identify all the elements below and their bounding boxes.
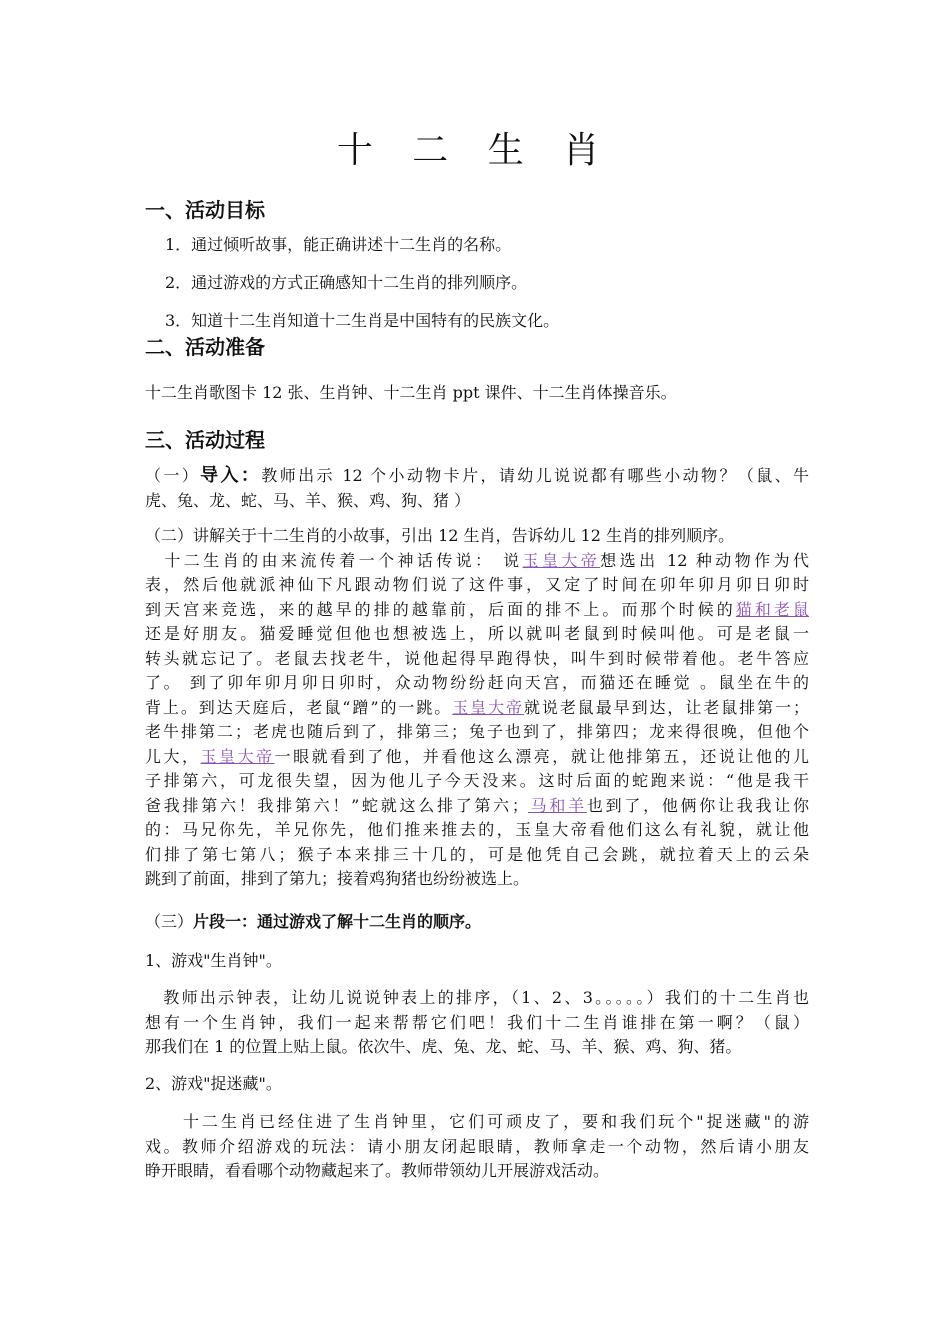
game2-paragraph (145, 1110, 809, 1184)
link-jade-emperor-2[interactable]: 玉皇大帝 (452, 697, 524, 717)
part1-bold-label: 导入： (200, 465, 262, 486)
part1-line-2: 虎、兔、龙、蛇、马、羊、猴、鸡、狗、猪 ） (145, 490, 471, 510)
game1-line-2: 想有一个生肖钟，我们一起来帮帮它们吧！我们十二生肖谁排在第一啊？（鼠） (145, 1012, 809, 1032)
goal-item-3: 3．知道十二生肖知道十二生肖是中国特有的民族文化。 (165, 311, 560, 330)
preparation-text: 十二生肖歌图卡 12 张、生肖钟、十二生肖 ppt 课件、十二生肖体操音乐。 (145, 383, 677, 402)
story-line-10: 子排第六，可龙很失望，因为他儿子今天没来。这时后面的蛇跑来说：“他是我干 (145, 771, 809, 790)
story-line-2: 表，然后他就派神仙下凡跟动物们说了这件事，又定了时间在卯年卯月卯日卯时 (145, 575, 809, 594)
story-line-1: 十二生肖的由来流传着一个神话传说： 说玉皇大帝想选出 12 种动物作为代 (145, 550, 809, 570)
game1-title: 1、游戏"生肖钟"。 (145, 951, 282, 970)
section3-heading: 三、活动过程 (145, 428, 265, 452)
link-horse-and-goat[interactable]: 马和羊 (527, 795, 587, 815)
link-jade-emperor-1[interactable]: 玉皇大帝 (522, 550, 601, 570)
part2-intro: （二）讲解关于十二生肖的小故事，引出 12 生肖，告诉幼儿 12 生肖的排列顺序。 (145, 526, 735, 545)
link-jade-emperor-3[interactable]: 玉皇大帝 (200, 746, 275, 766)
story-line-13: 们排了第七第八；猴子本来排三十几的，可是他凭自己会跳，就拉着天上的云朵 (145, 844, 809, 864)
story-line-9: 儿大，玉皇大帝一眼就看到了他，并看他这么漂亮，就让他排第五，还说让他的儿 (145, 746, 809, 766)
game2-line-2: 戏。教师介绍游戏的玩法：请小朋友闭起眼睛，教师拿走一个动物，然后请小朋友 (145, 1136, 809, 1156)
game1-line-1: 教师出示钟表，让幼儿说说钟表上的排序，（1、2、3。。。。。）我们的十二生肖也 (145, 988, 809, 1007)
goal-item-2: 2．通过游戏的方式正确感知十二生肖的排列顺序。 (165, 273, 528, 292)
part2-paragraph (145, 524, 809, 892)
goal-item-1: 1．通过倾听故事，能正确讲述十二生肖的名称。 (165, 235, 512, 254)
game2-line-3: 睁开眼睛，看看哪个动物藏起来了。教师带领幼儿开展游戏活动。 (145, 1161, 610, 1180)
story-line-14: 跳到了前面，排到了第九；接着鸡狗猪也纷纷被选上。 (145, 869, 530, 888)
story-line-6: 了。 到了卯年卯月卯日卯时，众动物纷纷赶向天宫，而猫还在睡觉 。鼠坐在牛的 (145, 673, 809, 692)
story-line-5: 转头就忘记了。老鼠去找老牛，说他起得早跑得快，叫牛到时候带着他。老牛答应 (145, 648, 809, 668)
section1-heading: 一、活动目标 (145, 198, 265, 222)
part1-paragraph (145, 464, 809, 513)
story-line-4: 还是好朋友。猫爱睡觉但他也想被选上，所以就叫老鼠到时候叫他。可是老鼠一 (145, 624, 809, 643)
story-line-7: 背上。到达天庭后，老鼠“蹭”的一跳。玉皇大帝就说老鼠最早到达，让老鼠排第一； (145, 697, 809, 717)
page-title: 十 二 生 肖 (336, 130, 614, 171)
story-line-8: 老牛排第二；老虎也随后到了，排第三；兔子也到了，排第四；龙来得很晚，但他个 (145, 722, 809, 741)
part1-line-1: （一）导入：教师出示 12 个小动物卡片，请幼儿说说都有哪些小动物？（鼠、牛 (145, 465, 809, 486)
story-line-11: 爸我排第六！我排第六！”蛇就这么排了第六；马和羊也到了，他俩你让我我让你 (145, 795, 809, 815)
game2-line-1: 十二生肖已经住进了生肖钟里，它们可顽皮了，要和我们玩个"捉迷藏"的游 (145, 1112, 809, 1131)
part3-heading: （三）片段一：通过游戏了解十二生肖的顺序。 (145, 912, 482, 931)
game2-title: 2、游戏"捉迷藏"。 (145, 1074, 282, 1093)
game1-paragraph (145, 986, 809, 1060)
link-cat-and-mouse[interactable]: 猫和老鼠 (735, 599, 809, 619)
game1-line-3: 那我们在 1 的位置上贴上鼠。依次牛、虎、兔、龙、蛇、马、羊、猴、鸡、狗、猪。 (145, 1037, 742, 1056)
section2-heading: 二、活动准备 (145, 335, 265, 359)
part3-bold-label: 片段一：通过游戏了解十二生肖的顺序。 (193, 912, 482, 931)
story-line-12: 的：马兄你先，羊兄你先，他们推来推去的，玉皇大帝看他们这么有礼貌，就让他 (145, 820, 809, 839)
story-line-3: 到天宫来竞选，来的越早的排的越靠前，后面的排不上。而那个时候的猫和老鼠 (145, 599, 809, 619)
